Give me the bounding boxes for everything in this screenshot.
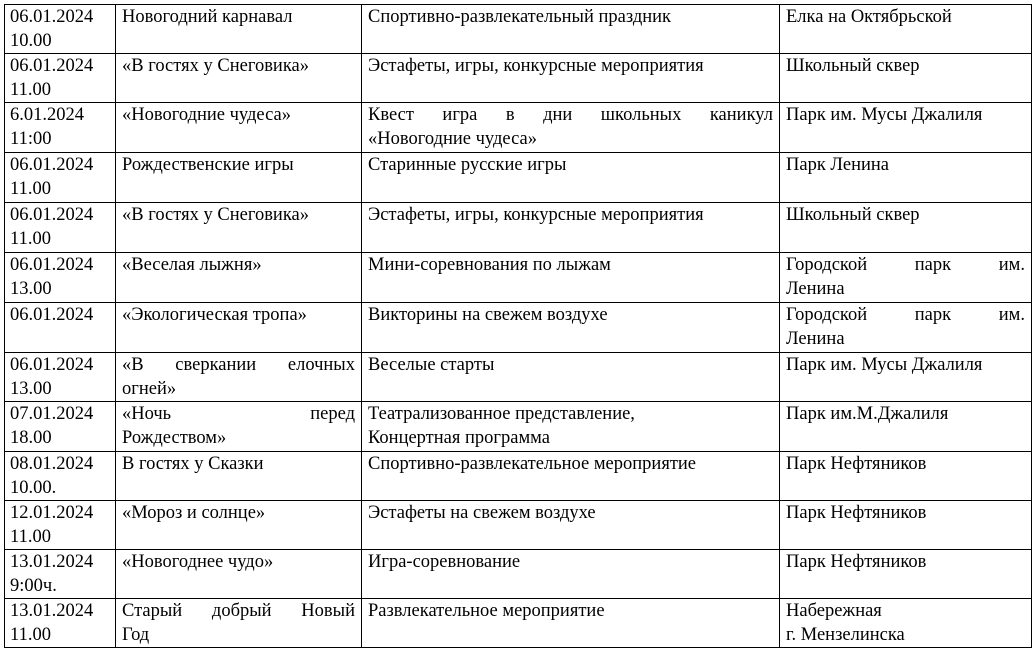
event-date: 06.01.2024 bbox=[10, 255, 94, 275]
event-date: 08.01.2024 bbox=[10, 454, 94, 474]
table-row bbox=[5, 303, 1032, 353]
event-time: 11.00 bbox=[10, 80, 51, 100]
event-location: Школьный сквер bbox=[786, 56, 920, 76]
event-date: 06.01.2024 bbox=[10, 7, 94, 27]
event-title: «Веселая лыжня» bbox=[122, 255, 262, 275]
table-row bbox=[5, 599, 1032, 648]
table-row bbox=[5, 501, 1032, 550]
event-title-cell bbox=[116, 353, 362, 402]
event-location-cell bbox=[780, 402, 1032, 452]
event-title-cell bbox=[116, 253, 362, 303]
event-title-line: Рождеством» bbox=[122, 428, 227, 448]
event-description: Викторины на свежем воздухе bbox=[368, 305, 608, 325]
event-location-cell bbox=[780, 253, 1032, 303]
event-location: Школьный сквер bbox=[786, 205, 920, 225]
event-time: 9:00ч. bbox=[10, 576, 57, 596]
event-description: Старинные русские игры bbox=[368, 155, 567, 175]
event-title-cell bbox=[116, 452, 362, 501]
event-title: «Экологическая тропа» bbox=[122, 305, 307, 325]
event-description-cell bbox=[362, 599, 780, 648]
event-location-cell bbox=[780, 54, 1032, 103]
events-table bbox=[4, 4, 1032, 648]
date-time-cell bbox=[5, 353, 116, 402]
date-time-cell bbox=[5, 153, 116, 203]
date-time-cell bbox=[5, 501, 116, 550]
event-time: 11.00 bbox=[10, 527, 51, 547]
event-description: Эстафеты на свежем воздухе bbox=[368, 503, 596, 523]
event-location-cell bbox=[780, 203, 1032, 253]
event-title-cell bbox=[116, 153, 362, 203]
event-location: Парк Нефтяников bbox=[786, 503, 927, 523]
event-description: Мини-соревнования по лыжам bbox=[368, 255, 611, 275]
event-date: 13.01.2024 bbox=[10, 552, 94, 572]
event-location: Елка на Октябрьской bbox=[786, 7, 952, 27]
event-location-line: Городской парк им. bbox=[786, 305, 1025, 325]
event-title-cell bbox=[116, 303, 362, 353]
event-title-cell bbox=[116, 402, 362, 452]
event-title: В гостях у Сказки bbox=[122, 454, 264, 474]
event-title-line: «В сверкании елочных bbox=[122, 355, 355, 375]
event-location-cell bbox=[780, 452, 1032, 501]
event-time: 11.00 bbox=[10, 229, 51, 249]
date-time-cell bbox=[5, 303, 116, 353]
event-description-cell bbox=[362, 54, 780, 103]
event-location-cell bbox=[780, 303, 1032, 353]
event-time: 13.00 bbox=[10, 279, 52, 299]
event-description-line: «Новогодние чудеса» bbox=[368, 129, 537, 149]
event-title-line: Старый добрый Новый bbox=[122, 601, 355, 621]
event-date: 06.01.2024 bbox=[10, 355, 94, 375]
event-description-cell bbox=[362, 5, 780, 54]
event-date: 06.01.2024 bbox=[10, 305, 94, 325]
event-location: Парк им. Мусы Джалиля bbox=[786, 105, 983, 125]
table-row bbox=[5, 153, 1032, 203]
event-location-cell bbox=[780, 5, 1032, 54]
event-title-line: огней» bbox=[122, 379, 177, 399]
event-description: Спортивно-развлекательный праздник bbox=[368, 7, 672, 27]
date-time-cell bbox=[5, 402, 116, 452]
event-location-cell bbox=[780, 353, 1032, 402]
event-location-cell bbox=[780, 550, 1032, 599]
event-location-line: Городской парк им. bbox=[786, 255, 1025, 275]
event-title-cell bbox=[116, 550, 362, 599]
event-title-cell bbox=[116, 5, 362, 54]
date-time-cell bbox=[5, 599, 116, 648]
event-description-line: Квест игра в дни школьных каникул bbox=[368, 105, 773, 125]
event-location-line: Ленина bbox=[786, 279, 845, 299]
date-time-cell bbox=[5, 5, 116, 54]
event-location: Парк им. Мусы Джалиля bbox=[786, 355, 983, 375]
event-location-cell bbox=[780, 153, 1032, 203]
event-date: 13.01.2024 bbox=[10, 601, 94, 621]
event-date: 06.01.2024 bbox=[10, 155, 94, 175]
event-description-cell bbox=[362, 253, 780, 303]
event-location: Парк Нефтяников bbox=[786, 552, 927, 572]
table-row bbox=[5, 452, 1032, 501]
event-description-cell bbox=[362, 452, 780, 501]
event-time: 10.00 bbox=[10, 31, 52, 51]
event-description-cell bbox=[362, 203, 780, 253]
event-date: 06.01.2024 bbox=[10, 56, 94, 76]
event-title-cell bbox=[116, 501, 362, 550]
table-row bbox=[5, 550, 1032, 599]
event-time: 11.00 bbox=[10, 625, 51, 645]
date-time-cell bbox=[5, 103, 116, 153]
event-time: 11:00 bbox=[10, 129, 52, 149]
date-time-cell bbox=[5, 203, 116, 253]
event-description-cell bbox=[362, 153, 780, 203]
event-date: 07.01.2024 bbox=[10, 404, 94, 424]
event-description: Игра-соревнование bbox=[368, 552, 521, 572]
event-title-cell bbox=[116, 103, 362, 153]
event-title: «Мороз и солнце» bbox=[122, 503, 266, 523]
date-time-cell bbox=[5, 253, 116, 303]
date-time-cell bbox=[5, 452, 116, 501]
event-title: «Новогодние чудеса» bbox=[122, 105, 291, 125]
event-title: «В гостях у Снеговика» bbox=[122, 56, 309, 76]
event-description: Развлекательное мероприятие bbox=[368, 601, 605, 621]
event-title: Новогодний карнавал bbox=[122, 7, 293, 27]
event-title-cell bbox=[116, 599, 362, 648]
event-description: Веселые старты bbox=[368, 355, 495, 375]
event-title-line: Год bbox=[122, 625, 150, 645]
event-location-line: г. Мензелинска bbox=[786, 625, 905, 645]
event-date: 6.01.2024 bbox=[10, 105, 84, 125]
table-row bbox=[5, 203, 1032, 253]
table-row bbox=[5, 353, 1032, 402]
event-description-cell bbox=[362, 103, 780, 153]
event-description: Эстафеты, игры, конкурсные мероприятия bbox=[368, 205, 704, 225]
event-title-line: «Ночь перед bbox=[122, 404, 355, 424]
event-location: Парк им.М.Джалиля bbox=[786, 404, 949, 424]
event-location-cell bbox=[780, 501, 1032, 550]
event-time: 18.00 bbox=[10, 428, 52, 448]
event-date: 12.01.2024 bbox=[10, 503, 94, 523]
event-time: 10.00. bbox=[10, 478, 57, 498]
table-row bbox=[5, 103, 1032, 153]
event-title-cell bbox=[116, 203, 362, 253]
date-time-cell bbox=[5, 54, 116, 103]
event-description-cell bbox=[362, 402, 780, 452]
date-time-cell bbox=[5, 550, 116, 599]
event-time: 13.00 bbox=[10, 379, 52, 399]
event-location: Парк Нефтяников bbox=[786, 454, 927, 474]
table-row bbox=[5, 5, 1032, 54]
table-row bbox=[5, 402, 1032, 452]
event-title: «Новогоднее чудо» bbox=[122, 552, 274, 572]
event-description: Спортивно-развлекательное мероприятие bbox=[368, 454, 697, 474]
event-date: 06.01.2024 bbox=[10, 205, 94, 225]
event-description-line: Театрализованное представление, bbox=[368, 404, 635, 424]
table-row bbox=[5, 54, 1032, 103]
event-description: Эстафеты, игры, конкурсные мероприятия bbox=[368, 56, 704, 76]
event-description-cell bbox=[362, 303, 780, 353]
event-location-line: Ленина bbox=[786, 329, 845, 349]
event-location: Парк Ленина bbox=[786, 155, 889, 175]
event-title: «В гостях у Снеговика» bbox=[122, 205, 309, 225]
event-description-line: Концертная программа bbox=[368, 428, 550, 448]
event-location-cell bbox=[780, 103, 1032, 153]
event-description-cell bbox=[362, 353, 780, 402]
event-description-cell bbox=[362, 501, 780, 550]
event-time: 11.00 bbox=[10, 179, 51, 199]
event-title: Рождественские игры bbox=[122, 155, 294, 175]
table-row bbox=[5, 253, 1032, 303]
event-description-cell bbox=[362, 550, 780, 599]
event-location-line: Набережная bbox=[786, 601, 882, 621]
event-title-cell bbox=[116, 54, 362, 103]
event-location-cell bbox=[780, 599, 1032, 648]
